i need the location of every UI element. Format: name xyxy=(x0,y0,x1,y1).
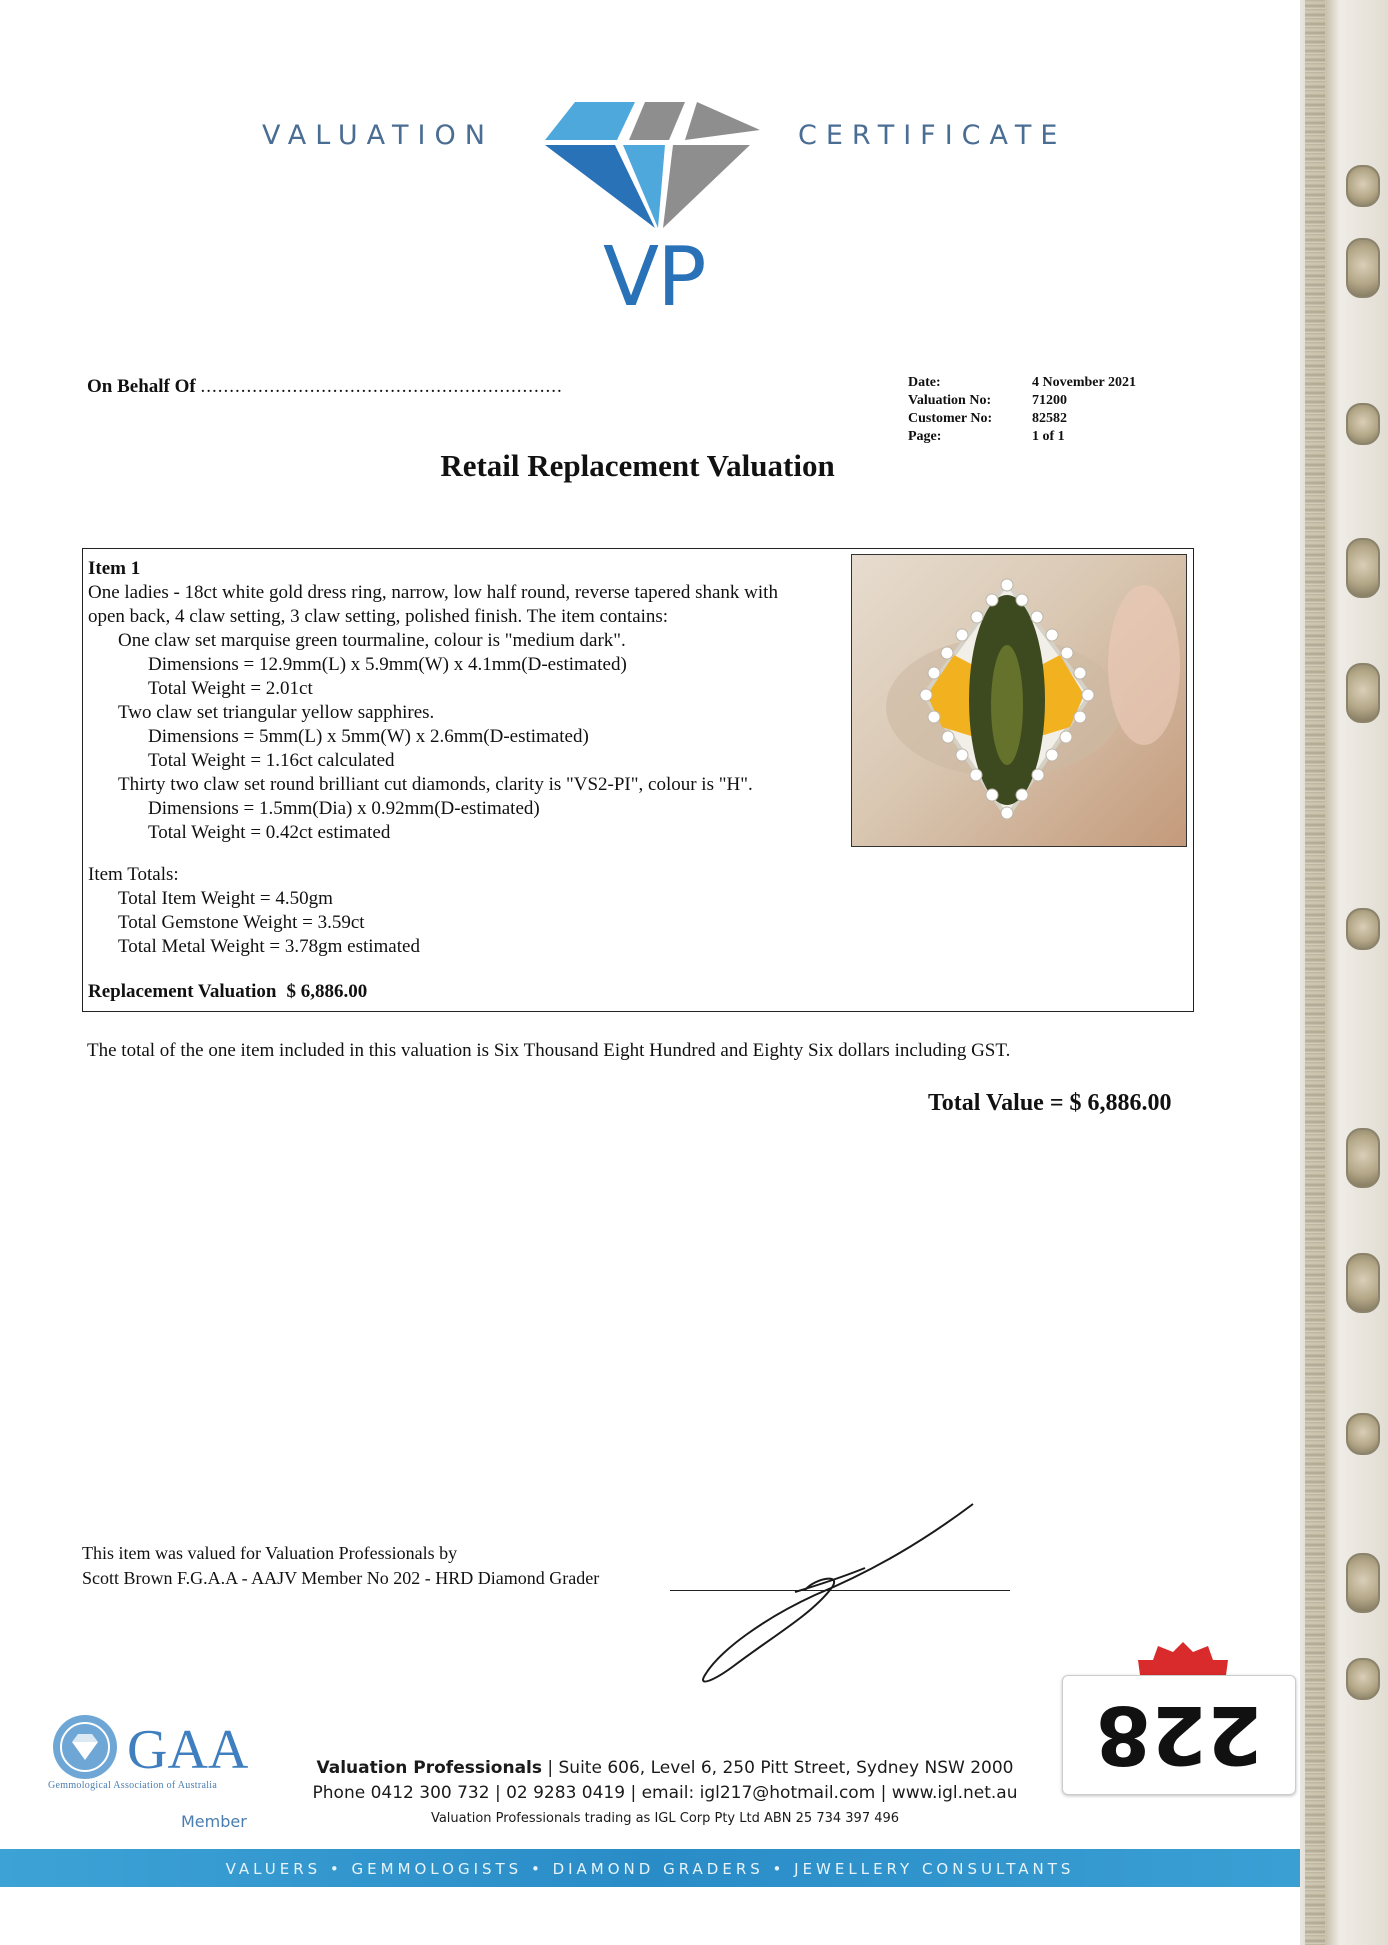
stone-dimensions: Dimensions = 5mm(L) x 5mm(W) x 2.6mm(D-estimated) xyxy=(148,726,589,747)
stone-dimensions: Dimensions = 12.9mm(L) x 5.9mm(W) x 4.1mm(D-estimated) xyxy=(148,654,627,675)
stone-dimensions: Dimensions = 1.5mm(Dia) x 0.92mm(D-estimated) xyxy=(148,798,540,819)
binder-hole xyxy=(1346,1128,1380,1188)
stone-weight: Total Weight = 2.01ct xyxy=(148,678,313,699)
stone-name: Two claw set triangular yellow sapphires. xyxy=(118,702,435,723)
header-valuation-word: VALUATION xyxy=(262,120,494,151)
gaa-subtitle: Gemmological Association of Australia xyxy=(48,1780,218,1791)
meta-value: 4 November 2021 xyxy=(1032,375,1136,390)
certificate-header xyxy=(0,90,1300,325)
item-description-line: open back, 4 claw setting, 3 claw setting, polished finish. The item contains: xyxy=(88,606,669,627)
binder-hole xyxy=(1346,165,1380,207)
footer-line-1 xyxy=(285,1756,1045,1781)
item-total-line: Total Gemstone Weight = 3.59ct xyxy=(118,912,365,933)
replacement-valuation-value: $ 6,886.00 xyxy=(286,981,368,1002)
footer-address xyxy=(285,1756,1045,1831)
binder-hole xyxy=(1346,1658,1380,1700)
meta-row-date xyxy=(908,374,1136,392)
stone-name: One claw set marquise green tourmaline, colour is "medium dark". xyxy=(118,630,626,651)
footer-contact: Phone 0412 300 732 | 02 9283 0419 | email: igl217@hotmail.com | www.igl.net.au xyxy=(312,1783,1018,1803)
binder-hole xyxy=(1346,908,1380,950)
item-description xyxy=(88,557,778,845)
vp-logo-text: VP xyxy=(603,230,705,325)
lot-number: 228 xyxy=(1095,1688,1263,1781)
on-behalf-dots: ............................................................... xyxy=(200,376,563,397)
summary-sentence: The total of the one item included in this valuation is Six Thousand Eight Hundred and Eighty Six dollars including GST. xyxy=(87,1040,1011,1061)
valuer-line: This item was valued for Valuation Professionals by xyxy=(82,1543,458,1563)
binder-hole xyxy=(1346,538,1380,598)
valuer-line: Scott Brown F.G.A.A - AAJV Member No 202 - HRD Diamond Grader xyxy=(82,1568,600,1588)
header-certificate-word: CERTIFICATE xyxy=(798,120,1067,151)
diamond-logo-icon xyxy=(545,90,760,240)
ring-image-icon xyxy=(852,555,1186,846)
meta-value: 1 of 1 xyxy=(1032,429,1065,444)
ring-photo xyxy=(851,554,1187,847)
item-totals xyxy=(88,863,420,959)
meta-value: 82582 xyxy=(1032,411,1067,426)
item-total-line: Total Metal Weight = 3.78gm estimated xyxy=(118,936,420,957)
gaa-member-label: Member xyxy=(181,1812,247,1831)
item-totals-heading: Item Totals: xyxy=(88,864,179,885)
meta-row-valuation-no xyxy=(908,392,1136,410)
replacement-valuation-label: Replacement Valuation xyxy=(88,981,277,1002)
item-heading: Item 1 xyxy=(88,558,141,579)
meta-row-customer-no xyxy=(908,410,1136,428)
stone-weight: Total Weight = 1.16ct calculated xyxy=(148,750,395,771)
binder-hole xyxy=(1346,663,1380,723)
meta-label: Page: xyxy=(908,429,942,444)
lot-number-sticker xyxy=(1062,1675,1296,1795)
binder-hole xyxy=(1346,1413,1380,1455)
binder-hole xyxy=(1346,1553,1380,1613)
item-box xyxy=(82,548,1194,1012)
footer-company: Valuation Professionals xyxy=(316,1758,542,1778)
gaa-emblem-icon xyxy=(50,1712,120,1782)
replacement-valuation xyxy=(88,981,367,1003)
meta-row-page xyxy=(908,428,1136,446)
item-description-line: One ladies - 18ct white gold dress ring, narrow, low half round, reverse tapered shank with xyxy=(88,582,778,603)
on-behalf-of xyxy=(87,376,563,398)
page-title: Retail Replacement Valuation xyxy=(440,448,835,483)
on-behalf-label: On Behalf Of xyxy=(87,376,196,397)
meta-label: Date: xyxy=(908,375,941,390)
binder-edge xyxy=(1305,0,1325,1945)
certificate-meta xyxy=(908,374,1136,446)
meta-value: 71200 xyxy=(1032,393,1067,408)
item-total-line: Total Item Weight = 4.50gm xyxy=(118,888,333,909)
binder-hole xyxy=(1346,403,1380,445)
meta-label: Customer No: xyxy=(908,411,993,426)
gaa-logo-text: GAA xyxy=(127,1719,249,1781)
meta-label: Valuation No: xyxy=(908,393,992,408)
binder-hole xyxy=(1346,238,1380,298)
binder-hole xyxy=(1346,1253,1380,1313)
valuer-statement xyxy=(82,1541,599,1591)
stone-weight: Total Weight = 0.42ct estimated xyxy=(148,822,391,843)
footer-address-text: | Suite 606, Level 6, 250 Pitt Street, Sydney NSW 2000 xyxy=(541,1758,1014,1778)
total-value: Total Value = $ 6,886.00 xyxy=(928,1090,1172,1116)
footer-abn: Valuation Professionals trading as IGL Corp Pty Ltd ABN 25 734 397 496 xyxy=(430,1811,900,1826)
stone-name: Thirty two claw set round brilliant cut diamonds, clarity is "VS2-PI", colour is "H". xyxy=(118,774,753,795)
signature-icon xyxy=(695,1500,985,1690)
footer-bar-text: VALUERS • GEMMOLOGISTS • DIAMOND GRADERS • JEWELLERY CONSULTANTS xyxy=(225,1860,1075,1878)
